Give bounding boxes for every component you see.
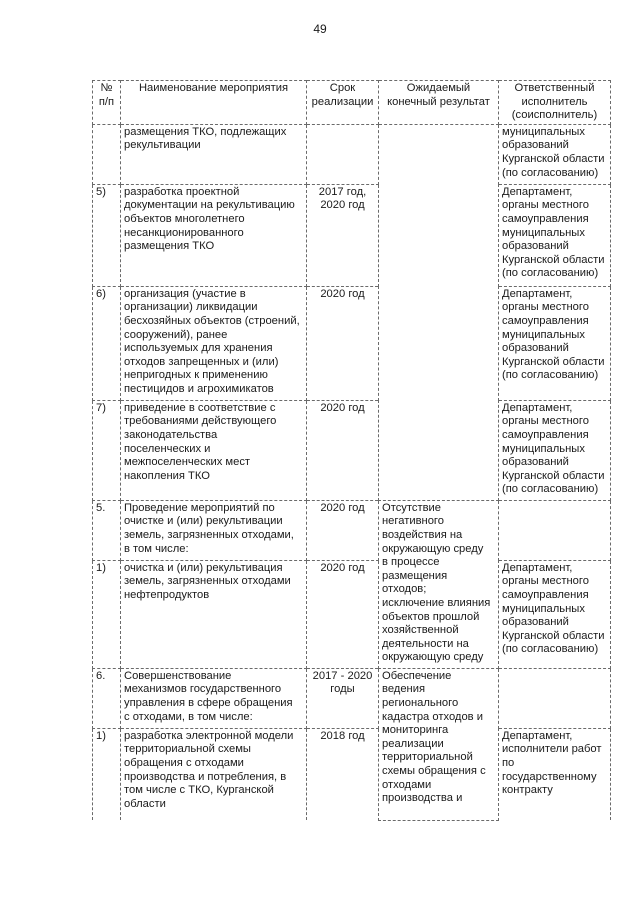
header-num: № п/п [93,81,121,125]
row-num [93,124,121,184]
page-number: 49 [313,22,327,36]
row-executor: Департамент, органы местного самоуправления муниципальных образований Курганской области (по согласованию) [499,560,611,668]
table-row [93,184,611,286]
row-num: 1) [93,560,121,668]
row-name: разработка электронной модели территориальной схемы обращения с отходами производства и потребления, в том числе с ТКО, Курганской области [121,728,307,820]
row-name: Совершенствование механизмов государственного управления в сфере обращения с отходами, в том числе: [121,668,307,728]
row-name: размещения ТКО, подлежащих рекультивации [121,124,307,184]
row-result-empty [379,124,499,500]
row-executor: Департамент, органы местного самоуправления муниципальных образований Курганской области (по согласованию) [499,184,611,286]
row-term: 2020 год [307,500,379,560]
row-name: приведение в соответствие с требованиями действующего законодательства поселенческих и межпоселенческих мест накопления ТКО [121,400,307,500]
row-num: 5. [93,500,121,560]
row-name: организация (участие в организации) ликвидации бесхозяйных объектов (строений, сооружений), ранее используемых для хранения отходов запрещенных и (или) непригодных к применению пестицидов и агрохимикатов [121,286,307,400]
row-term: 2017 год, 2020 год [307,184,379,286]
row-executor: Департамент, органы местного самоуправления муниципальных образований Курганской области (по согласованию) [499,400,611,500]
row-num: 7) [93,400,121,500]
row-num: 5) [93,184,121,286]
row-num: 1) [93,728,121,820]
row-executor: Департамент, органы местного самоуправления муниципальных образований Курганской области (по согласованию) [499,286,611,400]
table-row [93,728,611,820]
row-executor [499,668,611,728]
row-name: очистка и (или) рекультивация земель, загрязненных отходами нефтепродуктов [121,560,307,668]
table-header-row [93,81,611,125]
row-term: 2020 год [307,286,379,400]
row-num: 6) [93,286,121,400]
header-result: Ожидаемый конечный результат [379,81,499,125]
row-executor: Департамент, исполнители работ по государственному контракту [499,728,611,820]
row-num: 6. [93,668,121,728]
activities-table [92,80,611,821]
table-row [93,286,611,400]
table-row [93,500,611,560]
row-term: 2020 год [307,560,379,668]
row-executor [499,500,611,560]
row-term [307,124,379,184]
row-term: 2017 - 2020 годы [307,668,379,728]
header-term: Срок реализации [307,81,379,125]
table-row [93,560,611,668]
row-term: 2020 год [307,400,379,500]
table-row [93,124,611,184]
header-name: Наименование мероприятия [121,81,307,125]
row-name: Проведение мероприятий по очистке и (или) рекультивации земель, загрязненных отходами, в том числе: [121,500,307,560]
row-name: разработка проектной документации на рекультивацию объектов многолетнего несанкционированного размещения ТКО [121,184,307,286]
header-executor: Ответственный исполнитель (соисполнитель) [499,81,611,125]
row-result: Обеспечение ведения регионального кадастра отходов и мониторинга реализации территориальной схемы обращения с отходами производства и [379,668,499,820]
table-row [93,400,611,500]
table-row [93,668,611,728]
row-term: 2018 год [307,728,379,820]
row-executor: муниципальных образований Курганской области (по согласованию) [499,124,611,184]
row-result: Отсутствие негативного воздействия на окружающую среду в процессе размещения отходов; исключение влияния объектов прошлой хозяйственной деятельности на окружающую среду [379,500,499,668]
